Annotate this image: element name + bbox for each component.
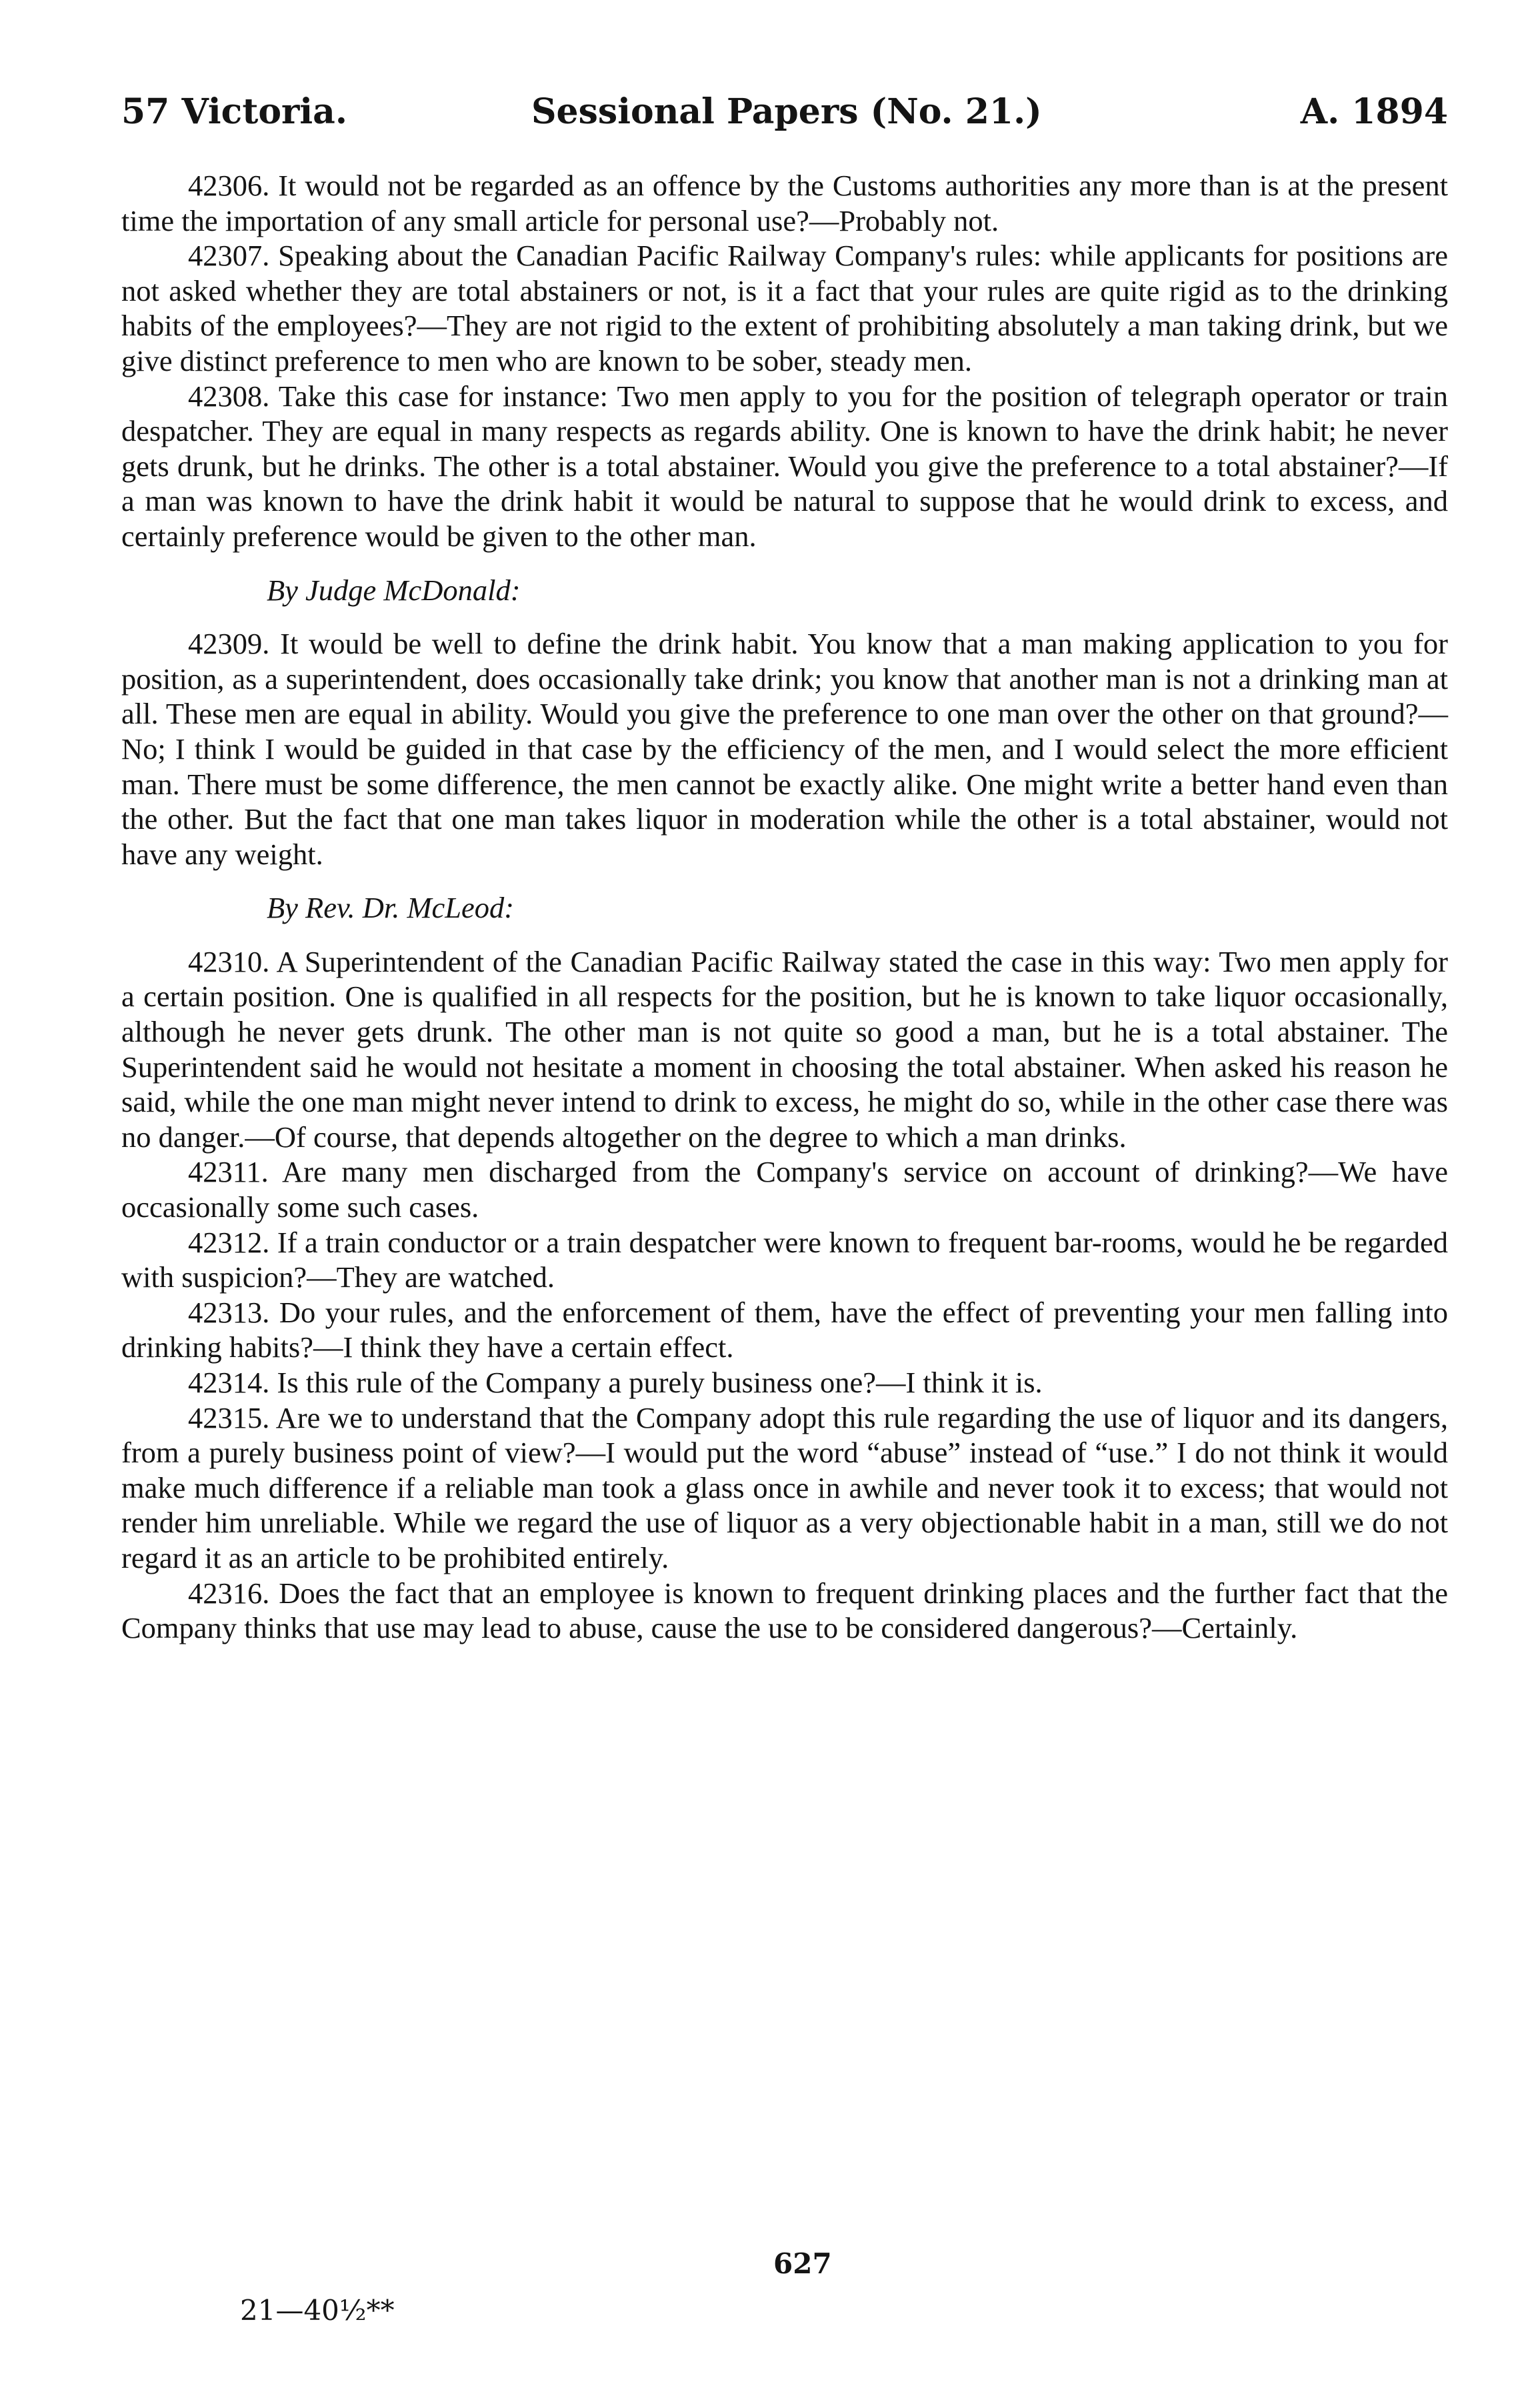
paragraph-42314 (121, 1365, 1448, 1400)
paragraph-42306 (121, 168, 1448, 238)
question-number: 42310. (188, 944, 270, 978)
question-number: 42307. (188, 239, 270, 273)
paragraph-text: Is this rule of the Company a purely business one?—I think it is. (269, 1366, 1043, 1399)
section-heading-judge: By Judge McDonald: (267, 573, 521, 607)
paragraph-text: A Superintendent of the Canadian Pacific Railway stated the case in this way: Two men apply for a certain position. One is qualified in all respects for the position, but he is known to take liquor occasionally, although he never gets drunk. The other man is not quite so good a man, but he is a total abstainer. The Superintendent said he would not hesitate a moment in choosing the total abstainer. When asked his reason he said, while the one man might never intend to drink to excess, he might do so, while in the other case there was no danger.—Of course, that depends altogether on the degree to which a man drinks. (121, 944, 1448, 1154)
document-body (121, 168, 1448, 1646)
section-heading-rev: By Rev. Dr. McLeod: (267, 891, 515, 925)
page-header (121, 85, 1448, 139)
question-number: 42312. (188, 1225, 270, 1259)
paragraph-text: Are we to understand that the Company adopt this rule regarding the use of liquor and its dangers, from a purely business point of view?—I would put the word “abuse” instead of “use.” I do not think it would make much difference if a reliable man took a glass once in awhile and never took it to excess; that would not render him unreliable. While we regard the use of liquor as a very objectionable habit in a man, still we do not regard it as an article to be prohibited entirely. (121, 1400, 1448, 1574)
paragraph-42313 (121, 1295, 1448, 1365)
paragraph-text: Does the fact that an employee is known to frequent drinking places and the further fact that the Company thinks that use may lead to abuse, cause the use to be considered dangerous?—Certainly. (121, 1576, 1448, 1645)
question-number: 42314. (188, 1366, 270, 1399)
paragraph-42311 (121, 1154, 1448, 1224)
paragraph-text: If a train conductor or a train despatcher were known to frequent bar-rooms, would he be regarded with suspicion?—They are watched. (121, 1225, 1448, 1294)
question-number: 42306. (188, 169, 270, 202)
paragraph-text: It would not be regarded as an offence by the Customs authorities any more than is at the present time the importation of any small article for personal use?—Probably not. (121, 169, 1448, 237)
paragraph-text: Take this case for instance: Two men apply to you for the position of telegraph operator or train despatcher. They are equal in many respects as regards ability. One is known to have the drink habit; he never gets drunk, but he drinks. The other is a total abstainer. Would you give the preference to a total abstainer?—If a man was known to have the drink habit it would be natural to suppose that he would drink to excess, and certainly preference would be given to the other man. (121, 379, 1448, 553)
paragraph-42312 (121, 1225, 1448, 1295)
paragraph-text: It would be well to define the drink habit. You know that a man making application to you for position, as a superintendent, does occasionally take drink; you know that another man is not a drinking man at all. These men are equal in ability. Would you give the preference to one man over the other on that ground?—No; I think I would be guided in that case by the efficiency of the men, and I would select the more efficient man. There must be some difference, the men cannot be exactly alike. One might write a better hand even than the other. But the fact that one man takes liquor in moderation while the other is a total abstainer, would not have any weight. (121, 627, 1448, 871)
paragraph-42309 (121, 626, 1448, 872)
question-number: 42309. (188, 627, 270, 661)
paragraph-text: Speaking about the Canadian Pacific Railway Company's rules: while applicants for positions are not asked whether they are total abstainers or not, is it a fact that your rules are quite rigid as to the drinking habits of the employees?—They are not rigid to the extent of prohibiting absolutely a man taking drink, but we give distinct preference to men who are known to be sober, steady men. (121, 239, 1448, 377)
question-number: 42316. (188, 1576, 270, 1610)
question-number: 42311. (188, 1155, 269, 1189)
header-year: A. 1894 (1300, 91, 1448, 132)
signature-mark: 21—40½** (240, 2294, 395, 2327)
header-title: Sessional Papers (No. 21.) (531, 91, 1042, 132)
page-number: 627 (773, 2247, 832, 2280)
paragraph-text: Are many men discharged from the Company's service on account of drinking?—We have occasionally some such cases. (121, 1155, 1448, 1224)
paragraph-42315 (121, 1400, 1448, 1576)
paragraph-42308 (121, 379, 1448, 554)
paragraph-42310 (121, 944, 1448, 1155)
paragraph-text: Do your rules, and the enforcement of them, have the effect of preventing your men falling into drinking habits?—I think they have a certain effect. (121, 1295, 1448, 1364)
paragraph-42307 (121, 238, 1448, 378)
question-number: 42315. (188, 1400, 270, 1434)
question-number: 42308. (188, 379, 270, 413)
paragraph-42316 (121, 1576, 1448, 1646)
header-session: 57 Victoria. (121, 91, 347, 132)
question-number: 42313. (188, 1295, 270, 1329)
